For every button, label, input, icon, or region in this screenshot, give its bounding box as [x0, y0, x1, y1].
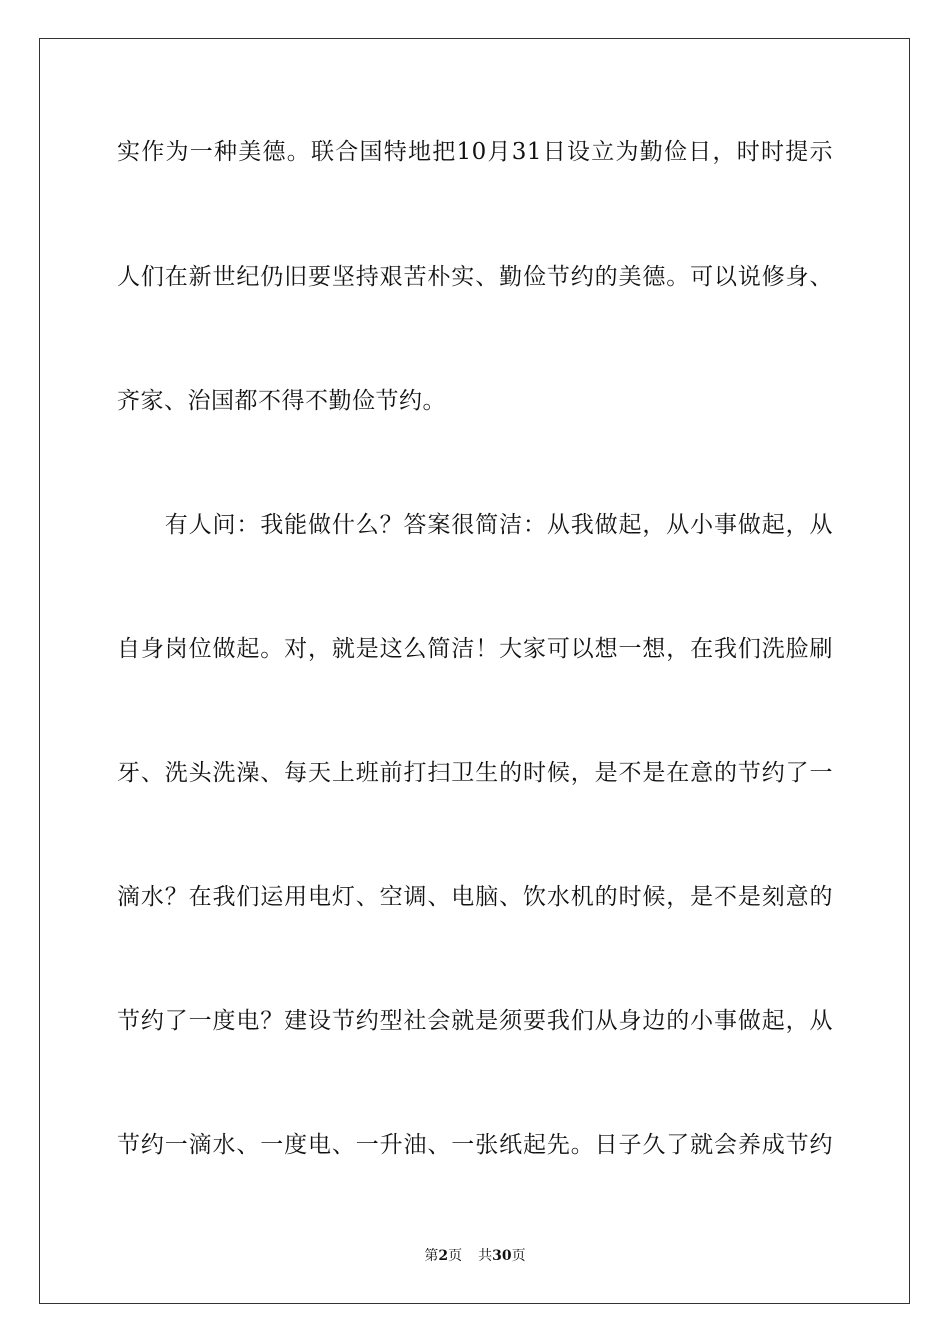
text-line-4: 有人问：我能做什么？答案很简洁：从我做起，从小事做起，从	[117, 512, 833, 538]
text-line-5: 自身岗位做起。对，就是这么简洁！大家可以想一想，在我们洗脸刷	[117, 636, 833, 662]
page-border	[39, 38, 910, 1304]
page-prefix: 第	[424, 1248, 439, 1264]
total-pages: 30	[492, 1248, 512, 1264]
text-line-6: 牙、洗头洗澡、每天上班前打扫卫生的时候，是不是在意的节约了一	[117, 760, 833, 786]
page-number: 2	[438, 1248, 449, 1264]
text-line-9: 节约一滴水、一度电、一升油、一张纸起先。日子久了就会养成节约	[117, 1132, 833, 1158]
text-line-7: 滴水？在我们运用电灯、空调、电脑、饮水机的时候，是不是刻意的	[117, 884, 833, 910]
text-line-2: 人们在新世纪仍旧要坚持艰苦朴实、勤俭节约的美德。可以说修身、	[117, 264, 833, 290]
text-line-3: 齐家、治国都不得不勤俭节约。	[117, 388, 446, 414]
text-line-1: 实作为一种美德。联合国特地把10月31日设立为勤俭日，时时提示	[117, 139, 833, 165]
page-footer	[0, 1247, 950, 1265]
page-suffix: 页	[448, 1248, 463, 1264]
text-line-8: 节约了一度电？建设节约型社会就是须要我们从身边的小事做起，从	[117, 1008, 833, 1034]
total-suffix: 页	[511, 1248, 526, 1264]
total-prefix: 共	[478, 1248, 493, 1264]
